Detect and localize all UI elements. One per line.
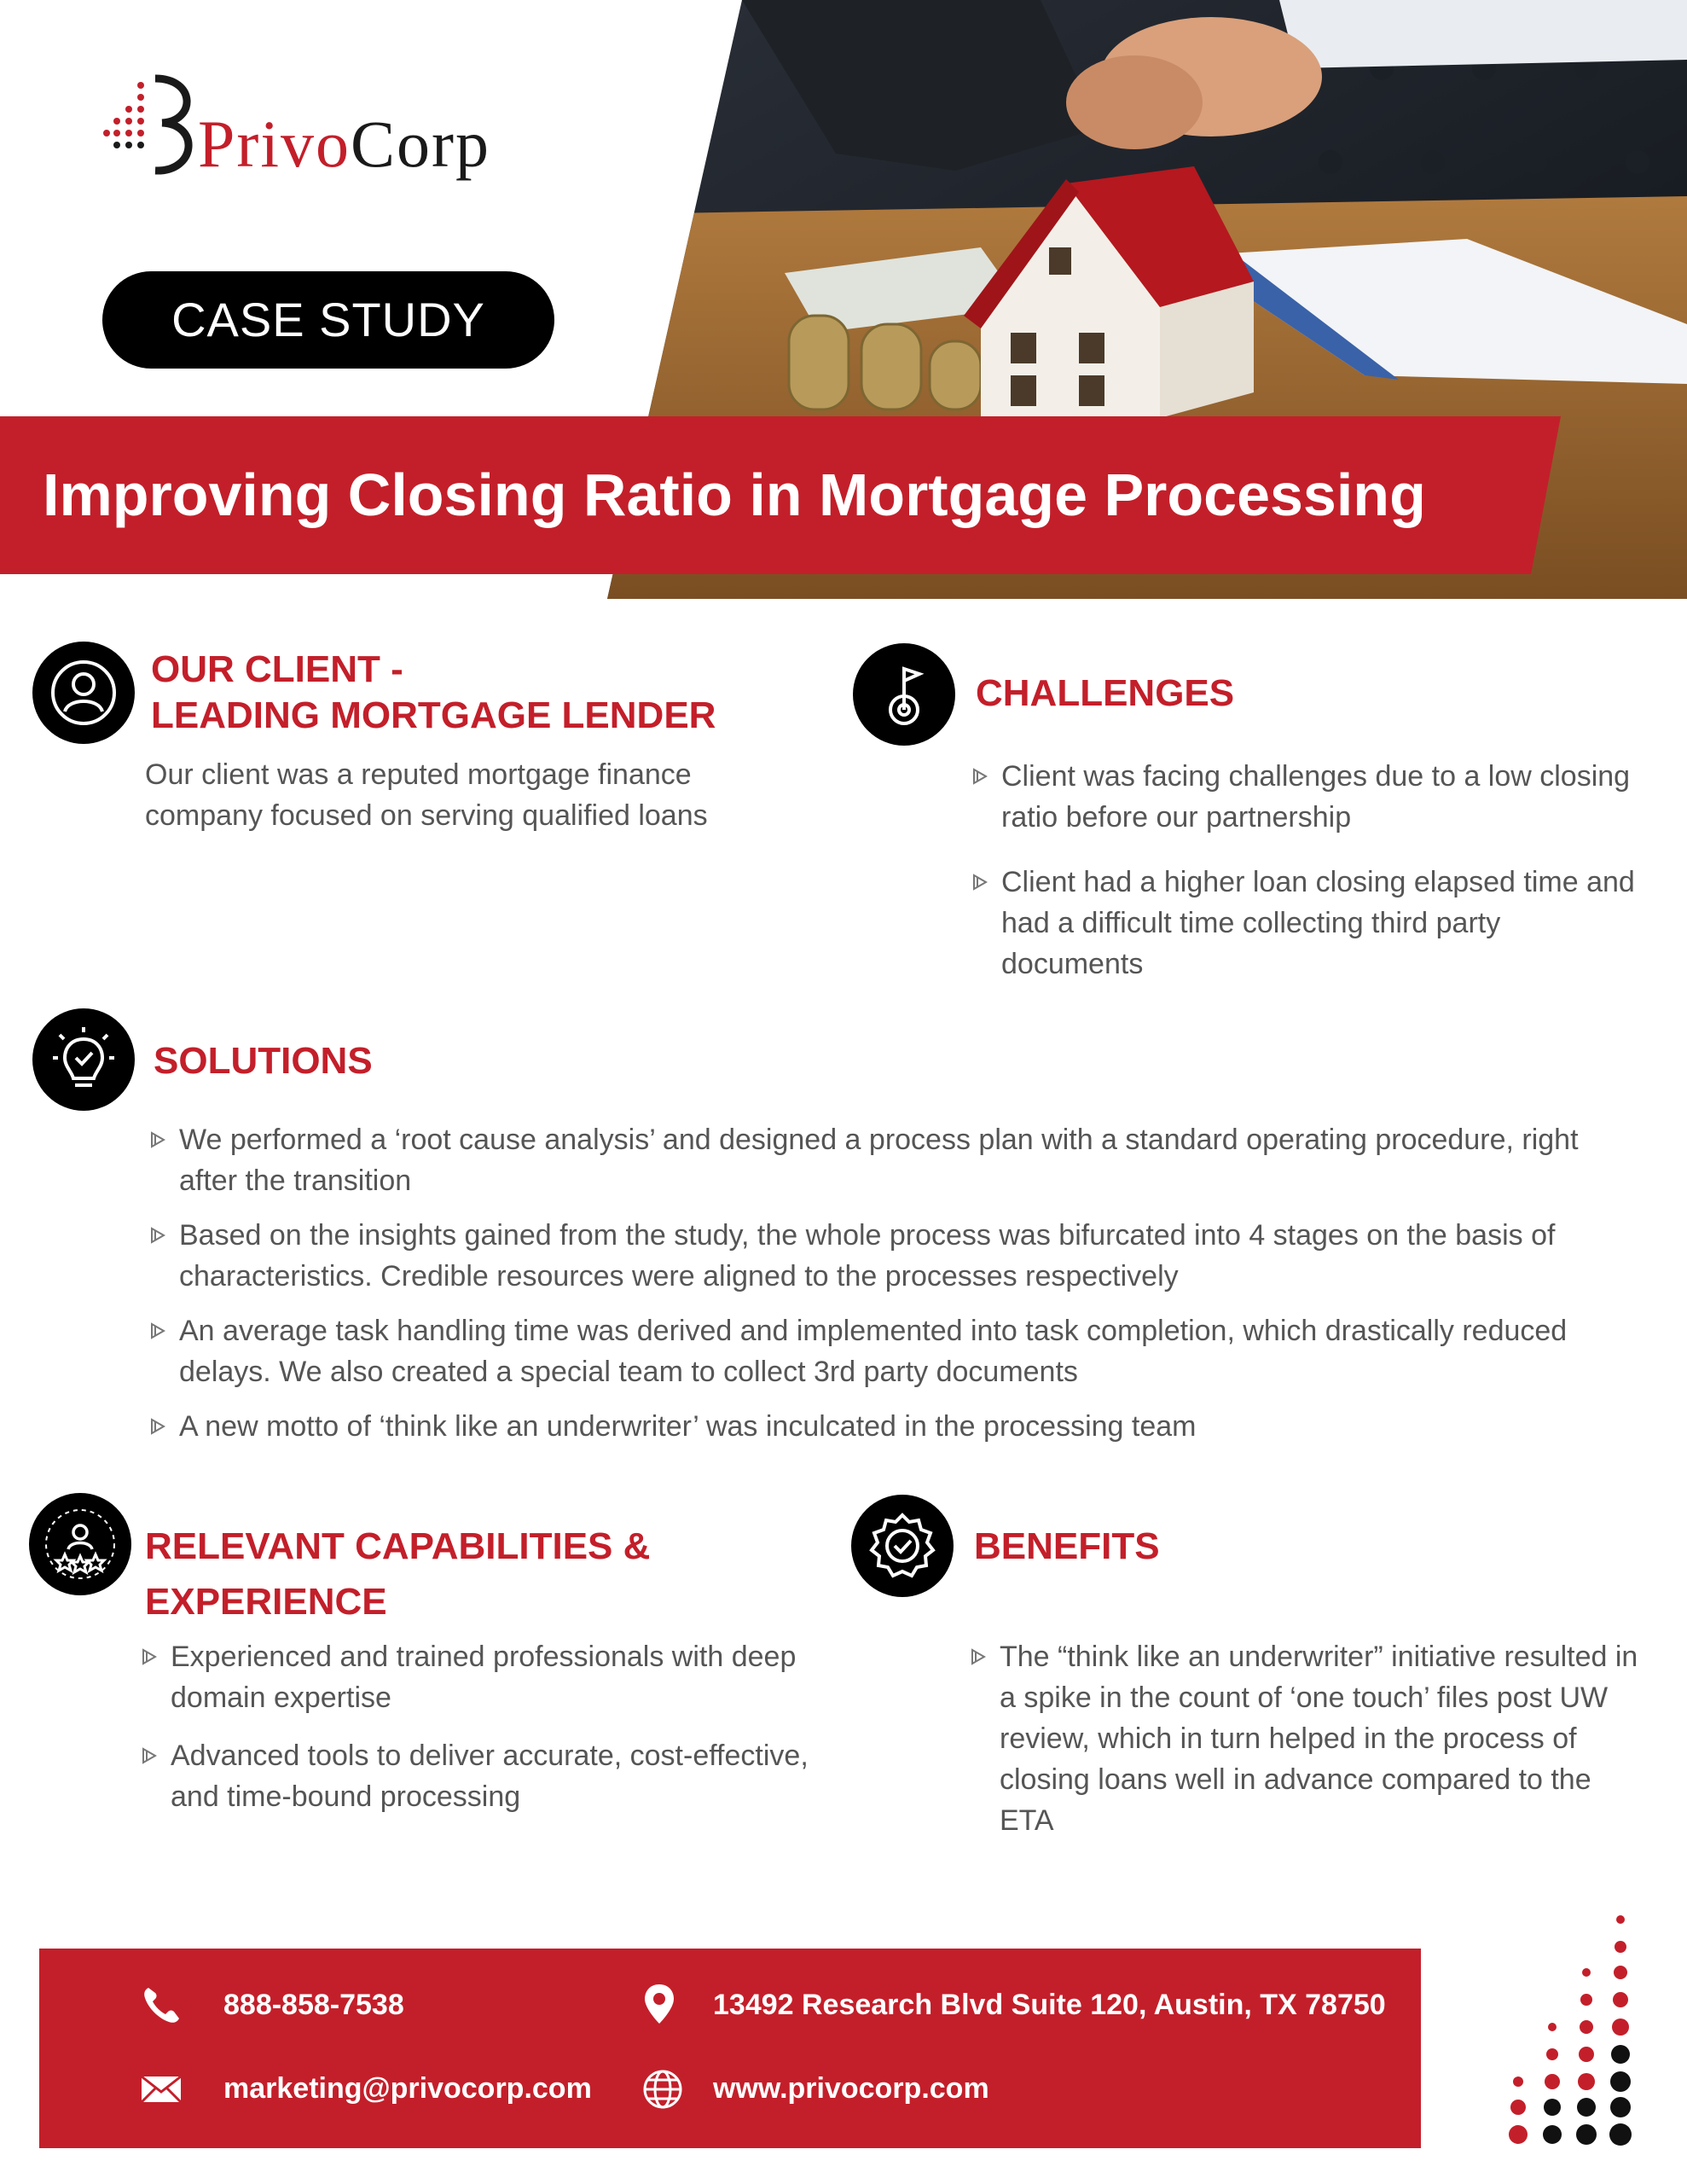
user-circle-icon bbox=[32, 642, 135, 744]
bullet-arrow-icon bbox=[972, 874, 988, 891]
decorative-dots bbox=[1501, 1911, 1655, 2158]
bullet-arrow-icon bbox=[142, 1648, 157, 1665]
list-item: An average task handling time was derived and implemented into task completion, which drastically reduced delays. We also created a special team to collect 3rd party documents bbox=[150, 1310, 1583, 1392]
case-study-badge: CASE STUDY bbox=[102, 271, 554, 369]
benefits-title: BENEFITS bbox=[974, 1525, 1160, 1567]
list-item: Client had a higher loan closing elapsed time and had a difficult time collecting third party documents bbox=[972, 862, 1638, 985]
logo-text-corp: Corp bbox=[351, 107, 491, 181]
bullet-arrow-icon bbox=[150, 1131, 165, 1148]
bullet-arrow-icon bbox=[150, 1418, 165, 1435]
bullet-arrow-icon bbox=[971, 1648, 986, 1665]
globe-icon bbox=[641, 2068, 684, 2111]
capabilities-list bbox=[142, 1636, 824, 1817]
client-title-line2: LEADING MORTGAGE LENDER bbox=[151, 694, 716, 736]
challenges-title: CHALLENGES bbox=[976, 672, 1235, 714]
bullet-arrow-icon bbox=[150, 1227, 165, 1244]
location-pin-icon bbox=[638, 1983, 681, 2025]
office-address: 13492 Research Blvd Suite 120, Austin, TX 78750 bbox=[713, 1989, 1386, 2021]
phone-icon bbox=[140, 1984, 183, 2027]
email-link[interactable]: marketing@privocorp.com bbox=[223, 2072, 592, 2105]
capabilities-title-line1: RELEVANT CAPABILITIES & bbox=[145, 1525, 651, 1567]
list-item: Experienced and trained professionals with deep domain expertise bbox=[142, 1636, 824, 1718]
list-item: A new motto of ‘think like an underwriter’ was inculcated in the processing team bbox=[150, 1406, 1583, 1447]
title-banner bbox=[0, 416, 1561, 574]
contact-footer bbox=[39, 1949, 1421, 2148]
bullet-arrow-icon bbox=[142, 1747, 157, 1764]
lightbulb-check-icon bbox=[32, 1008, 135, 1111]
benefits-list bbox=[971, 1636, 1653, 1841]
client-description bbox=[145, 754, 708, 836]
team-stars-icon bbox=[29, 1493, 131, 1595]
list-item: The “think like an underwriter” initiative resulted in a spike in the count of ‘one touch’ files post UW review, which in turn helped in the process of closing loans well in advance compared to the ETA bbox=[971, 1636, 1653, 1841]
challenges-list bbox=[972, 756, 1638, 985]
list-item: Client was facing challenges due to a low closing ratio before our partnership bbox=[972, 756, 1638, 838]
privocorp-logo bbox=[102, 70, 563, 181]
logo-text-privo: Privo bbox=[198, 107, 351, 181]
client-description-line1: Our client was a reputed mortgage finance bbox=[145, 758, 692, 791]
badge-check-icon bbox=[851, 1495, 954, 1597]
mail-icon bbox=[140, 2068, 183, 2111]
client-description-line2: company focused on serving qualified loans bbox=[145, 799, 708, 832]
capabilities-title-line2: EXPERIENCE bbox=[145, 1581, 387, 1623]
client-title-line1: OUR CLIENT - bbox=[151, 648, 403, 690]
list-item: Based on the insights gained from the study, the whole process was bifurcated into 4 stages on the basis of characteristics. Credible resources were aligned to the processes respectively bbox=[150, 1215, 1583, 1297]
bullet-arrow-icon bbox=[150, 1322, 165, 1339]
solutions-title: SOLUTIONS bbox=[154, 1040, 373, 1082]
logo-mark-icon bbox=[102, 70, 205, 181]
list-item: Advanced tools to deliver accurate, cost-effective, and time-bound processing bbox=[142, 1735, 824, 1817]
flag-target-icon bbox=[853, 643, 955, 746]
list-item: We performed a ‘root cause analysis’ and designed a process plan with a standard operating procedure, right after the transition bbox=[150, 1119, 1583, 1201]
bullet-arrow-icon bbox=[972, 768, 988, 785]
solutions-list bbox=[150, 1119, 1583, 1447]
phone-number[interactable]: 888-858-7538 bbox=[223, 1989, 404, 2021]
page-title: Improving Closing Ratio in Mortgage Processing bbox=[43, 462, 1426, 528]
website-link[interactable]: www.privocorp.com bbox=[713, 2072, 989, 2105]
